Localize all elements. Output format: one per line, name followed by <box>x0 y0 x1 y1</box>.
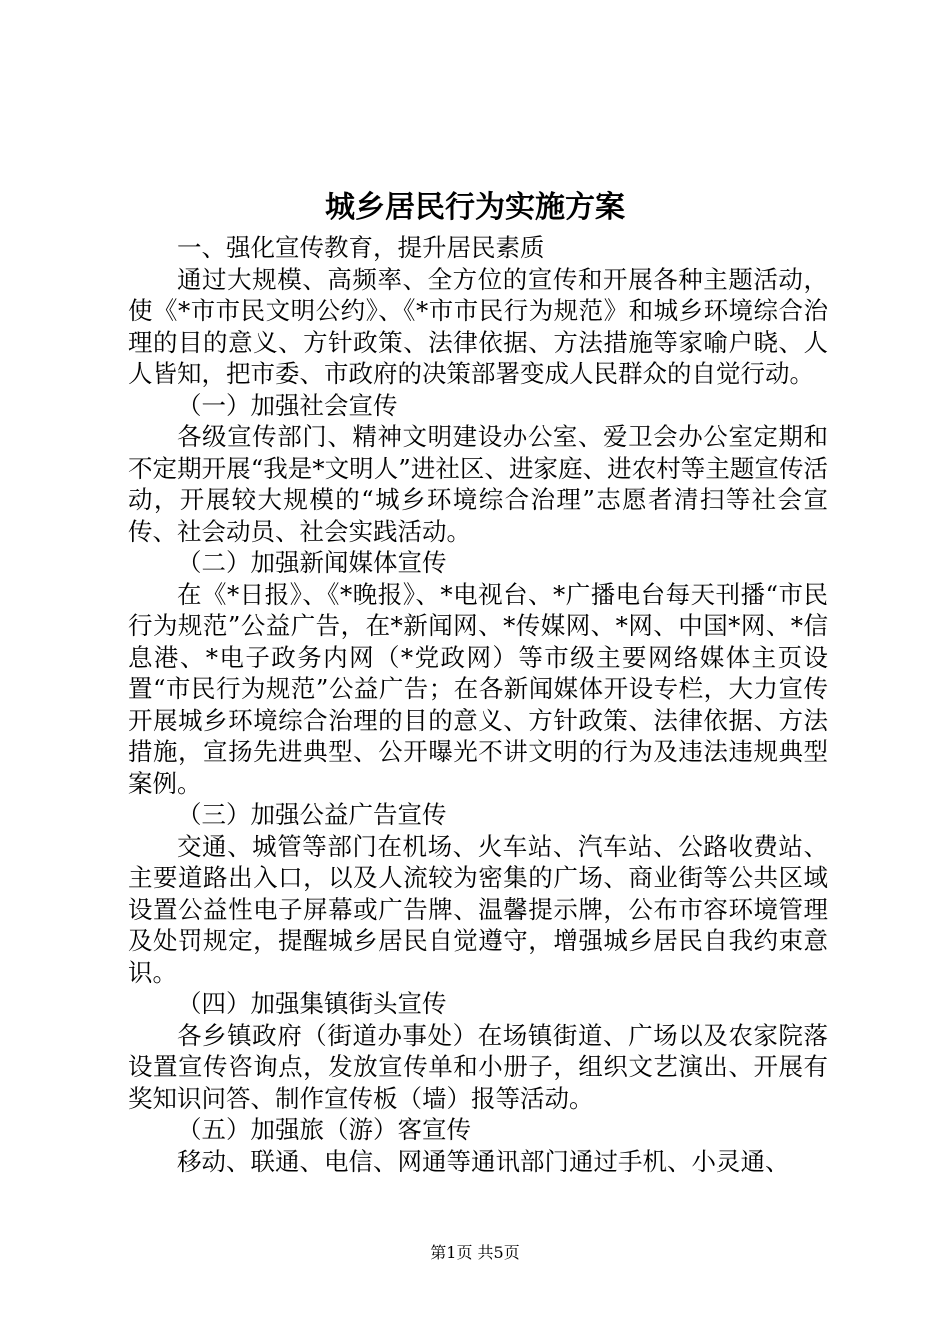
section-heading: 一、强化宣传教育，提升居民素质 <box>177 233 545 262</box>
body-paragraph: 各乡镇政府（街道办事处）在场镇街道、广场以及农家院落设置宣传咨询点，发放宣传单和小册子，组织文艺演出、开展有奖知识问答、制作宣传板（墙）报等活动。 <box>128 1020 828 1113</box>
subsection-heading: （四）加强集镇街头宣传 <box>177 989 447 1018</box>
document-body <box>128 232 828 1177</box>
document-title: 城乡居民行为实施方案 <box>325 190 625 225</box>
subsection-heading: （一）加强社会宣传 <box>177 390 398 420</box>
body-paragraph: 各级宣传部门、精神文明建设办公室、爱卫会办公室定期和不定期开展“我是*文明人”进社区、进家庭、进农村等主题宣传活动，开展较大规模的“城乡环境综合治理”志愿者清扫等社会宣传、社会动员、社会实践活动。 <box>128 422 828 546</box>
body-paragraph: 交通、城管等部门在机场、火车站、汽车站、公路收费站、主要道路出入口，以及人流较为密集的广场、商业街等公共区域设置公益性电子屏幕或广告牌、温馨提示牌，公布市容环境管理及处罚规定，提醒城乡居民自觉遵守，增强城乡居民自我约束意识。 <box>128 831 828 987</box>
subsection-heading: （二）加强新闻媒体宣传 <box>177 548 447 577</box>
page-footer: 第1页 共5页 <box>430 1243 520 1262</box>
body-paragraph: 在《*日报》、《*晚报》、*电视台、*广播电台每天刊播“市民行为规范”公益广告，在*新闻网、*传媒网、*网、中国*网、*信息港、*电子政务内网（*党政网）等市级主要网络媒体主页设置“市民行为规范”公益广告；在各新闻媒体开设专栏，大力宣传开展城乡环境综合治理的目的意义、方针政策、法律依据、方法措施，宣扬先进典型、公开曝光不讲文明的行为及违法违规典型案例。 <box>128 579 828 798</box>
subsection-heading: （三）加强公益广告宣传 <box>177 800 447 829</box>
body-paragraph: 移动、联通、电信、网通等通讯部门通过手机、小灵通、 <box>177 1146 790 1176</box>
subsection-heading: （五）加强旅（游）客宣传 <box>177 1115 471 1144</box>
body-paragraph: 通过大规模、高频率、全方位的宣传和开展各种主题活动，使《*市市民文明公约》、《*市市民行为规范》和城乡环境综合治理的目的意义、方针政策、法律依据、方法措施等家喻户晓、人人皆知，把市委、市政府的决策部署变成人民群众的自觉行动。 <box>128 264 828 388</box>
